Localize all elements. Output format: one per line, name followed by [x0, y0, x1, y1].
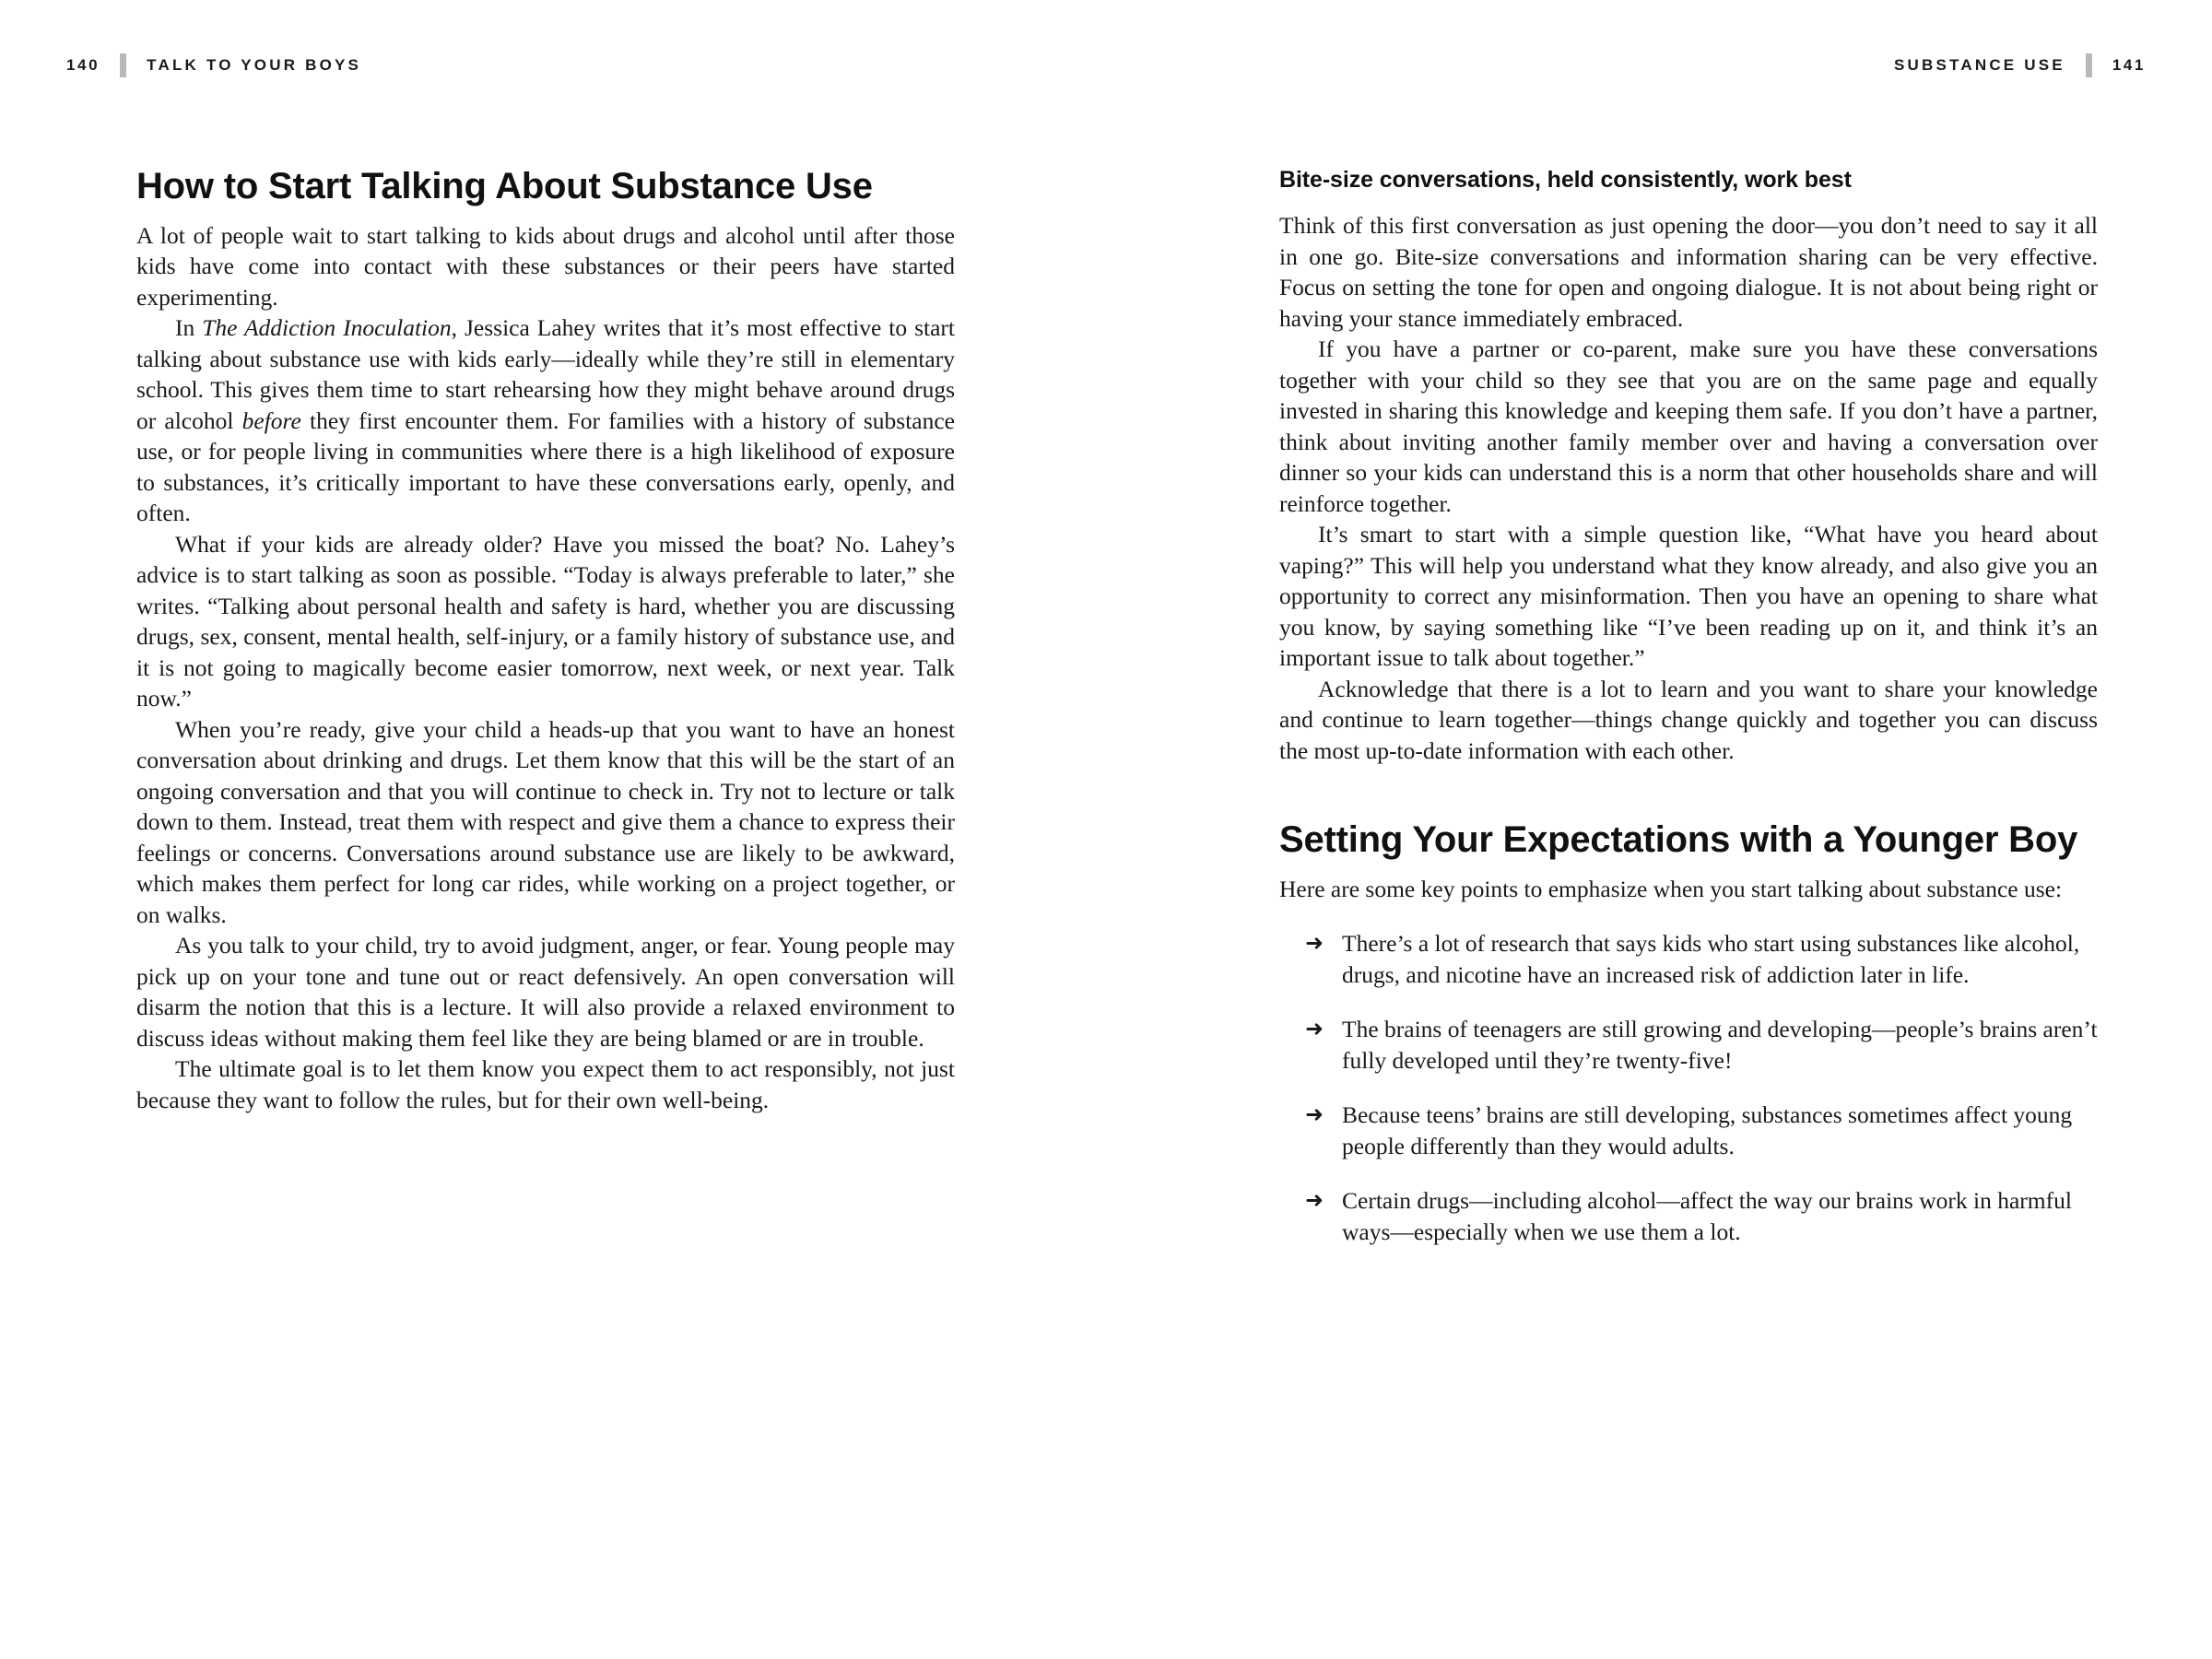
page-title-left: How to Start Talking About Substance Use [136, 166, 873, 206]
list-item-text: Certain drugs—including alcohol—affect the way our brains work in harmful ways—especially when we use them a lot. [1342, 1187, 2072, 1245]
running-head-right [1894, 53, 2146, 77]
paragraph-text-part-2: , Jessica Lahey writes that it’s most effective to start talking about substance use with kids early—ideally while they’re still in elementary school. This gives them time to start rehearsing how they might behave around drugs or alcohol [136, 314, 955, 434]
list-item [1279, 928, 2098, 990]
page-right [1279, 166, 2098, 1271]
paragraph: As you talk to your child, try to avoid judgment, anger, or fear. Young people may pick up on your tone and tune out or react defensively. An open conversation will disarm the notion that this is a lecture. It will also provide a relaxed environment to discuss ideas without making them feel like they are being blamed or are in trouble. [136, 932, 955, 1052]
page-left [136, 166, 955, 1115]
emphasis-word-italic: before [241, 406, 301, 434]
list-item [1279, 1100, 2098, 1161]
page-title-right: Setting Your Expectations with a Younger Boy [1279, 819, 2078, 860]
section-subheading: Bite-size conversations, held consistently, work best [1279, 167, 1852, 193]
section-spacer [1279, 766, 2098, 819]
book-title-italic: The Addiction Inoculation [202, 314, 452, 342]
folio-rule-right [2086, 53, 2092, 77]
list-intro: Here are some key points to emphasize when you start talking about substance use: [1279, 875, 2063, 902]
paragraph: Acknowledge that there is a lot to learn and you want to share your knowledge and continue to learn together—things change quickly and together you can discuss the most up-to-date information with each other. [1279, 675, 2098, 764]
folio-right: 141 [2112, 56, 2146, 74]
folio-rule-left [120, 53, 126, 77]
arrow-right-icon: ➜ [1305, 1189, 1324, 1214]
paragraph: If you have a partner or co-parent, make sure you have these conversations together with your child so they see that you are on the same page and equally invested in sharing this knowledge and keeping them safe. If you don’t have a partner, think about inviting another family member over and having a conversation over dinner so your kids can understand this is a norm that other households share and will reinforce together. [1279, 335, 2098, 517]
paragraph-with-italics [136, 312, 955, 529]
list-item-text: There’s a lot of research that says kids who start using substances like alcohol, drugs, and nicotine have an increased risk of addiction later in life. [1342, 930, 2080, 988]
list-item-text: Because teens’ brains are still developing, substances sometimes affect young people differently than they would adults. [1342, 1101, 2073, 1159]
key-points-list [1279, 928, 2098, 1247]
arrow-right-icon: ➜ [1305, 1103, 1324, 1128]
paragraph-text-part-3: they first encounter them. For families with a history of substance use, or for people living in communities where there is a high likelihood of exposure to substances, it’s critically important to have these conversations early, openly, and often. [136, 406, 955, 527]
list-item [1279, 1014, 2098, 1076]
list-item [1279, 1185, 2098, 1247]
paragraph: What if your kids are already older? Have you missed the boat? No. Lahey’s advice is to start talking as soon as possible. “Today is always preferable to later,” she writes. “Talking about personal health and safety is hard, whether you are discussing drugs, sex, consent, mental health, self-injury, or a family history of substance use, and it is not going to magically become easier tomorrow, next week, or next year. Talk now.” [136, 530, 955, 712]
running-head-left-title: TALK TO YOUR BOYS [147, 56, 362, 74]
paragraph: The ultimate goal is to let them know you expect them to act responsibly, not just because they want to follow the rules, but for their own well-being. [136, 1055, 955, 1113]
arrow-right-icon: ➜ [1305, 1018, 1324, 1042]
list-item-text: The brains of teenagers are still growing and developing—people’s brains aren’t fully developed until they’re twenty-five! [1342, 1016, 2098, 1074]
paragraph-text-part-1: In [175, 314, 203, 342]
paragraph: It’s smart to start with a simple question like, “What have you heard about vaping?” This will help you understand what they know already, and also give you an opportunity to correct any misinformation. Then you have an opening to share what you know, by saying something like “I’ve been reading up on it, and think it’s an important issue to talk about together.” [1279, 521, 2098, 671]
arrow-right-icon: ➜ [1305, 932, 1324, 957]
paragraph: A lot of people wait to start talking to kids about drugs and alcohol until after those kids have come into contact with these substances or their peers have started experimenting. [136, 221, 955, 311]
paragraph: When you’re ready, give your child a heads-up that you want to have an honest conversation about drinking and drugs. Let them know that this will be the start of an ongoing conversation and that you will continue to check in. Try not to lecture or talk down to them. Instead, treat them with respect and give them a chance to express their feelings or concerns. Conversations around substance use are likely to be awkward, which makes them perfect for long car rides, while working on a project together, or on walks. [136, 715, 955, 928]
running-head-left [66, 53, 361, 77]
folio-left: 140 [66, 56, 100, 74]
running-head-right-title: SUBSTANCE USE [1894, 56, 2065, 74]
paragraph: Think of this first conversation as just opening the door—you don’t need to say it all in one go. Bite-size conversations and information sharing can be very effective. Focus on setting the tone for open and ongoing dialogue. It is not about being right or having your stance immediately embraced. [1279, 212, 2098, 332]
